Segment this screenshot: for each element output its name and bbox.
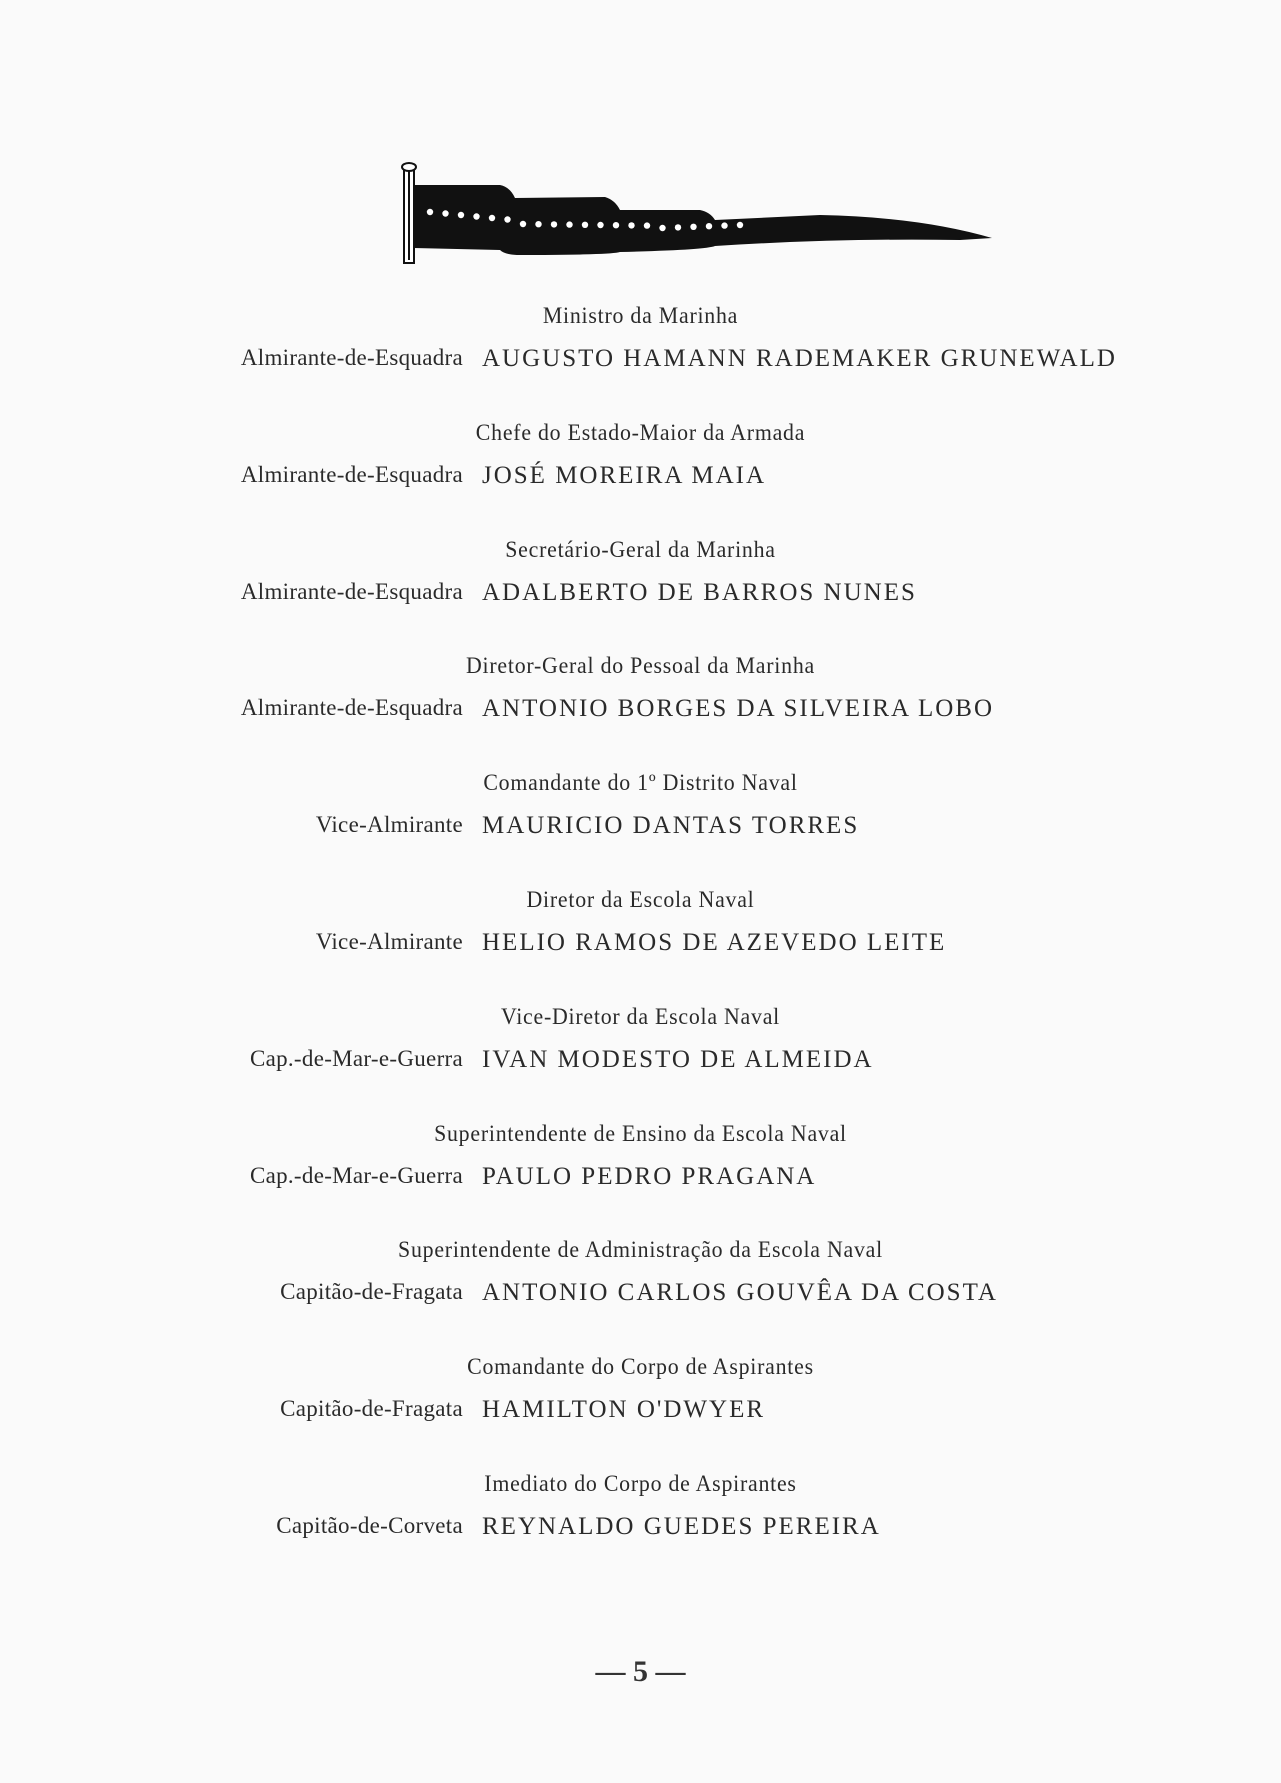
officer-rank: Almirante-de-Esquadra xyxy=(240,578,463,604)
star-icon xyxy=(628,222,634,228)
position-title: Diretor da Escola Naval xyxy=(526,887,755,912)
officer-line xyxy=(0,695,1281,727)
star-icon xyxy=(458,212,464,218)
star-icon xyxy=(644,222,650,228)
officer-name: AUGUSTO HAMANN RADEMAKER GRUNEWALD xyxy=(482,345,1117,372)
pennant-with-stars-icon xyxy=(400,160,1000,265)
officer-name: ADALBERTO DE BARROS NUNES xyxy=(482,578,917,606)
star-icon xyxy=(737,222,743,228)
officer-rank: Almirante-de-Esquadra xyxy=(240,695,463,721)
star-icon xyxy=(520,221,526,227)
officer-name: ANTONIO BORGES DA SILVEIRA LOBO xyxy=(482,695,995,723)
officer-line xyxy=(0,579,1281,611)
position-title: Superintendente de Administração da Escola Naval xyxy=(398,1237,883,1263)
star-icon xyxy=(582,222,588,228)
officer-rank: Almirante-de-Esquadra xyxy=(240,345,463,370)
officer-line xyxy=(0,345,1281,377)
position-title: Comandante do 1º Distrito Naval xyxy=(483,770,798,796)
officer-name: JOSÉ MOREIRA MAIA xyxy=(482,461,767,489)
officer-rank: Capitão-de-Fragata xyxy=(280,1396,463,1422)
position-title: Superintendente de Ensino da Escola Naval xyxy=(434,1120,847,1146)
officer-line xyxy=(0,462,1281,494)
position-title: Chefe do Estado-Maior da Armada xyxy=(475,419,806,445)
position-title: Ministro da Marinha xyxy=(542,303,739,328)
officer-name: IVAN MODESTO DE ALMEIDA xyxy=(482,1045,874,1073)
officer-line xyxy=(0,1279,1281,1311)
star-icon xyxy=(613,222,619,228)
officer-rank: Capitão-de-Corveta xyxy=(276,1513,463,1538)
position-title: Vice-Diretor da Escola Naval xyxy=(500,1003,781,1029)
star-icon xyxy=(473,213,479,219)
officer-name: HELIO RAMOS DE AZEVEDO LEITE xyxy=(482,929,947,956)
officer-line xyxy=(0,1163,1281,1195)
position-title: Secretário-Geral da Marinha xyxy=(505,536,776,562)
officer-name: REYNALDO GUEDES PEREIRA xyxy=(482,1513,881,1540)
page-number: — 5 — xyxy=(595,1655,686,1688)
position-title: Diretor-Geral do Pessoal da Marinha xyxy=(466,653,815,679)
star-icon xyxy=(427,209,433,215)
officer-rank: Cap.-de-Mar-e-Guerra xyxy=(249,1162,463,1188)
star-icon xyxy=(566,221,572,227)
officer-line xyxy=(0,1046,1281,1078)
officer-name: HAMILTON O'DWYER xyxy=(482,1396,766,1424)
officer-rank: Vice-Almirante xyxy=(315,812,463,838)
officer-line xyxy=(0,812,1281,844)
officer-line xyxy=(0,1513,1281,1545)
position-title: Comandante do Corpo de Aspirantes xyxy=(467,1354,814,1380)
star-icon xyxy=(721,222,727,228)
star-icon xyxy=(442,210,448,216)
star-icon xyxy=(489,215,495,221)
officer-rank: Vice-Almirante xyxy=(315,929,463,954)
star-icon xyxy=(690,224,696,230)
officer-rank: Cap.-de-Mar-e-Guerra xyxy=(249,1045,463,1071)
officer-name: ANTONIO CARLOS GOUVÊA DA COSTA xyxy=(482,1279,998,1307)
officer-rank: Almirante-de-Esquadra xyxy=(240,461,463,487)
officer-name: PAULO PEDRO PRAGANA xyxy=(482,1162,817,1190)
star-icon xyxy=(675,224,681,230)
star-icon xyxy=(659,225,665,231)
position-title: Imediato do Corpo de Aspirantes xyxy=(484,1471,797,1496)
officer-line xyxy=(0,1396,1281,1428)
star-icon xyxy=(551,221,557,227)
star-icon xyxy=(706,223,712,229)
star-icon xyxy=(504,216,510,222)
star-icon xyxy=(597,222,603,228)
officer-rank: Capitão-de-Fragata xyxy=(280,1279,463,1305)
officer-line xyxy=(0,929,1281,961)
star-icon xyxy=(535,221,541,227)
officer-name: MAURICIO DANTAS TORRES xyxy=(482,812,860,840)
